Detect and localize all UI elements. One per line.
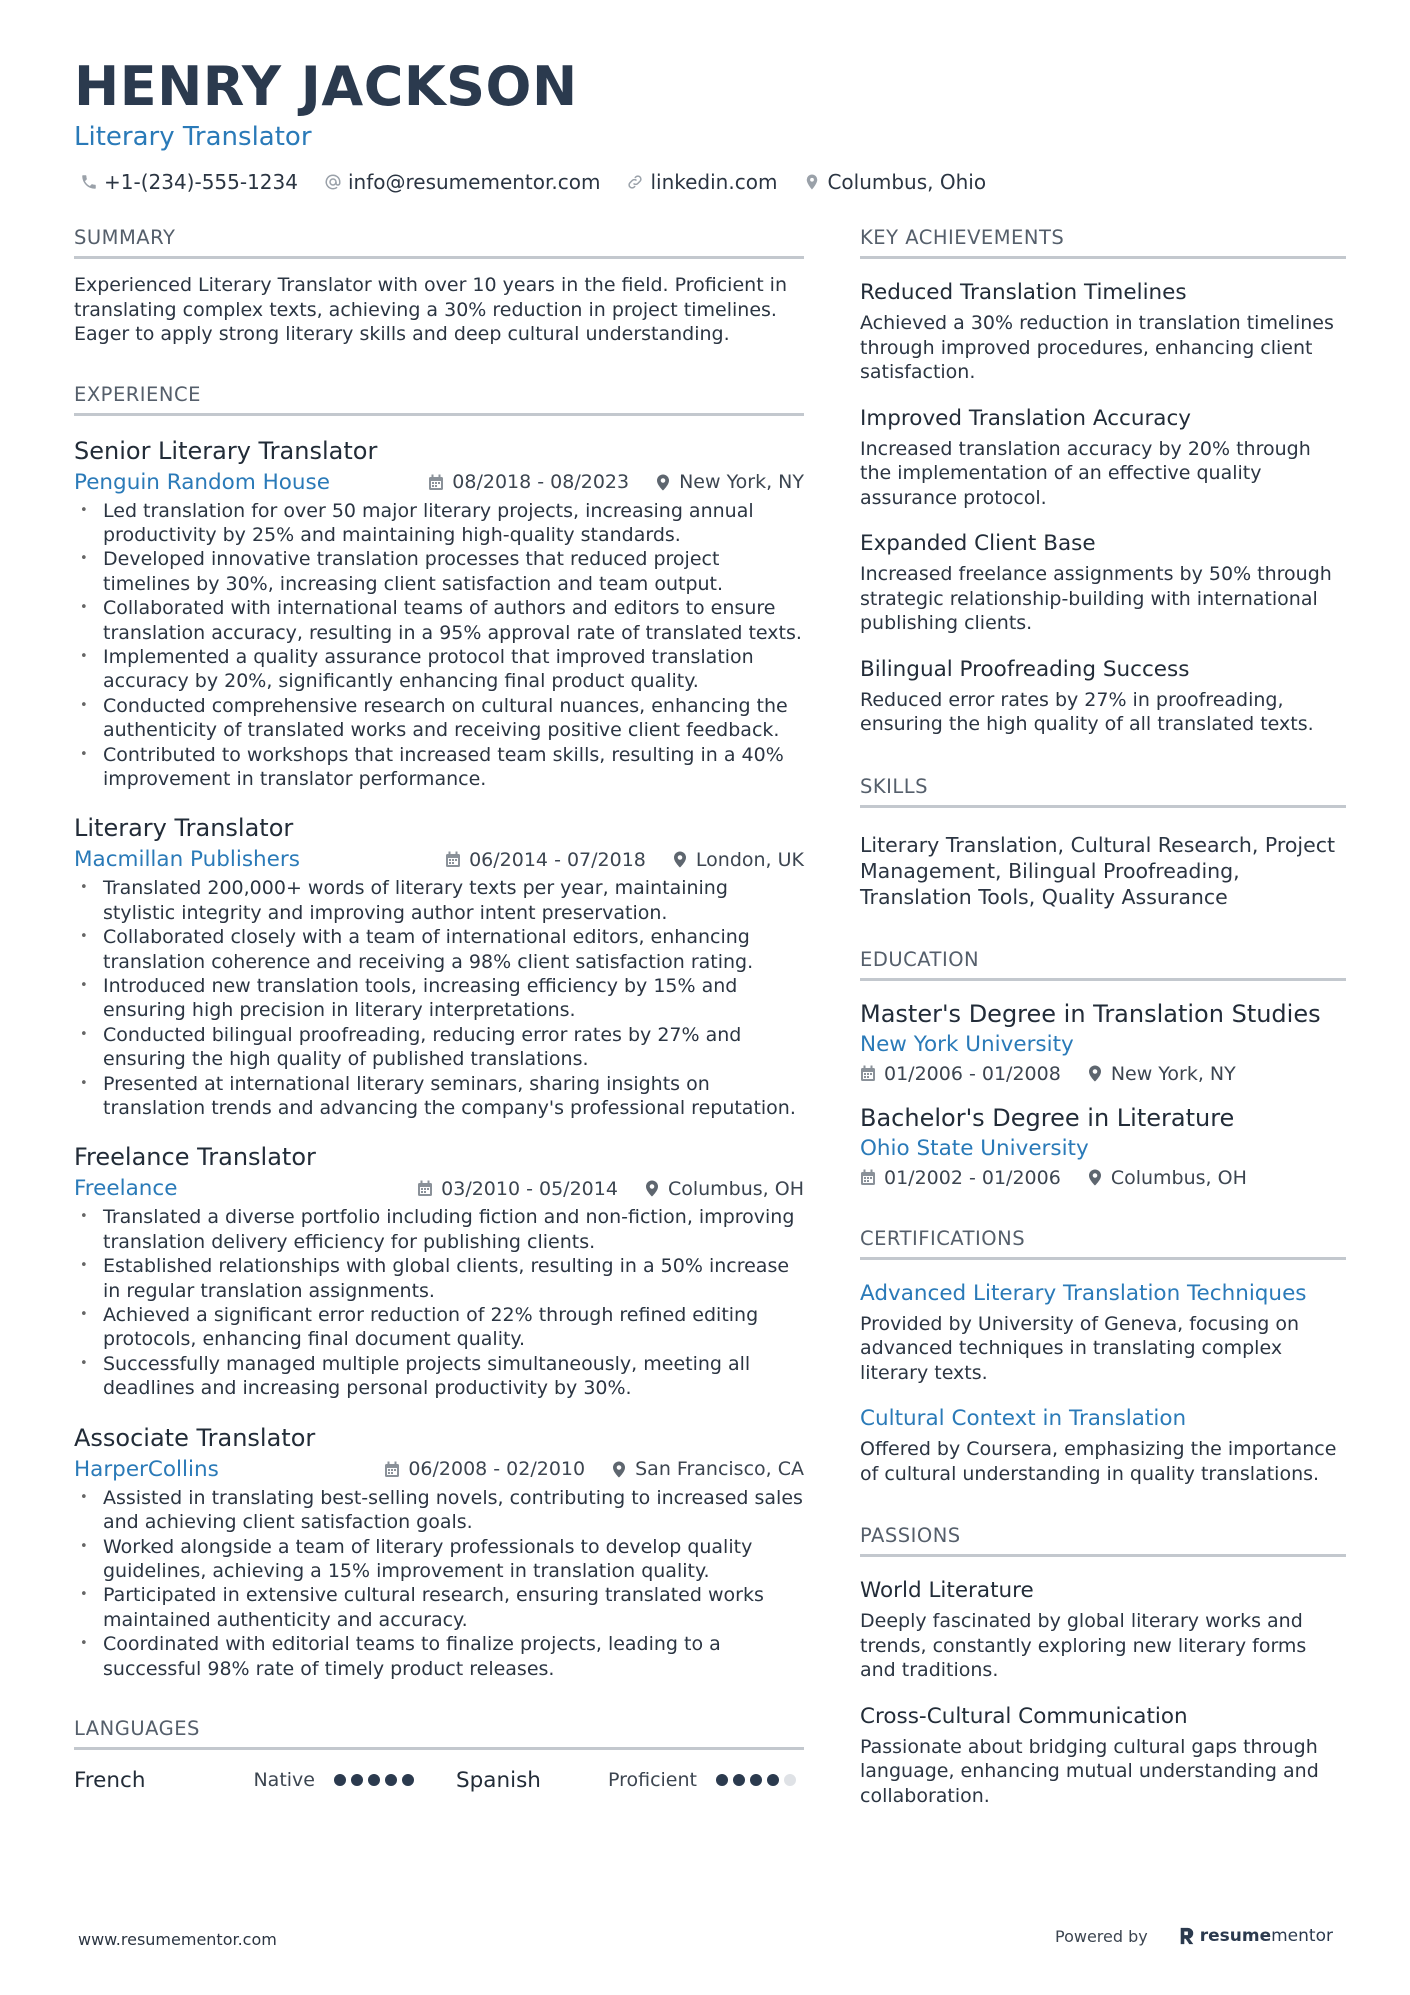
achievement-item	[860, 530, 1346, 636]
job-bullet: • Introduced new translation tools, increasing efficiency by 15% and ensuring high precision in literary interpretations.	[74, 974, 804, 1023]
passion-item	[860, 1703, 1346, 1809]
certification-item	[860, 1280, 1346, 1386]
contact-email[interactable]	[324, 170, 600, 194]
language-name: French	[74, 1767, 146, 1793]
job-bullet: • Contributed to workshops that increased team skills, resulting in a 40% improvement in translator performance.	[74, 743, 804, 792]
company-name: Macmillan Publishers	[74, 847, 300, 873]
job-bullet: • Collaborated with international teams of authors and editors to ensure translation accuracy, resulting in a 95% approval rate of translated texts.	[74, 596, 804, 645]
map-pin-icon	[644, 1180, 660, 1197]
job-location-text: New York, NY	[679, 471, 804, 493]
map-pin-icon	[611, 1461, 627, 1478]
rating-dot	[767, 1774, 779, 1786]
job-location-text: Columbus, OH	[667, 1177, 804, 1200]
job-bullet: • Worked alongside a team of literary professionals to develop quality guidelines, achieving a 15% improvement in translation quality.	[74, 1535, 804, 1584]
passion-desc: Deeply fascinated by global literary works and trends, constantly exploring new literary forms and traditions.	[860, 1610, 1307, 1681]
map-pin-icon	[1087, 1169, 1103, 1186]
job-dates-text: 06/2008 - 02/2010	[408, 1458, 586, 1481]
achievement-title: Expanded Client Base	[860, 531, 1096, 556]
rating-dot	[784, 1774, 796, 1786]
company-name: Freelance	[74, 1176, 178, 1202]
language-item	[456, 1768, 796, 1793]
language-name: Spanish	[456, 1767, 541, 1793]
job-bullet: • Conducted comprehensive research on cultural nuances, enhancing the authenticity of translated works and receiving positive client feedback.	[74, 694, 804, 743]
job-dates-text: 06/2014 - 07/2018	[469, 848, 646, 871]
job-dates	[417, 1178, 618, 1200]
education-degree: Master's Degree in Translation Studies	[860, 999, 1321, 1028]
rating-dot	[402, 1774, 414, 1786]
job-meta-right	[402, 471, 804, 493]
language-level: Native	[253, 1769, 315, 1792]
summary-section	[74, 226, 804, 347]
language-list	[74, 1768, 804, 1793]
certifications-section	[860, 1227, 1346, 1487]
link-icon	[626, 173, 644, 191]
passion-title: Cross-Cultural Communication	[860, 1703, 1188, 1729]
education-dates	[860, 1063, 1061, 1085]
job-meta-right	[391, 1178, 804, 1200]
language-level: Proficient	[607, 1769, 697, 1792]
job-entry	[74, 1423, 804, 1681]
rating-dot	[334, 1774, 346, 1786]
left-column	[74, 226, 804, 1793]
rating-dot	[351, 1774, 363, 1786]
map-pin-icon	[655, 474, 671, 491]
education-meta	[860, 1063, 1346, 1085]
job-meta	[74, 470, 804, 495]
contact-linkedin[interactable]	[626, 170, 777, 194]
calendar-icon	[417, 1180, 433, 1197]
footer-website[interactable]: www.resumementor.com	[78, 1930, 277, 1949]
job-location	[655, 471, 804, 493]
education-list	[860, 999, 1346, 1189]
job-bullets	[74, 876, 804, 1120]
job-location	[644, 1178, 804, 1200]
experience-section	[74, 383, 804, 1681]
right-column	[860, 226, 1346, 1808]
passions-section	[860, 1524, 1346, 1808]
education-meta	[860, 1167, 1346, 1189]
job-dates	[384, 1458, 585, 1480]
certification-item	[860, 1405, 1346, 1486]
rating-dot	[385, 1774, 397, 1786]
job-bullet: • Translated 200,000+ words of literary texts per year, maintaining stylistic integrity and improving author intent preservation.	[74, 876, 804, 925]
passion-item	[860, 1577, 1346, 1683]
candidate-name: HENRY JACKSON	[74, 55, 578, 118]
map-pin-icon	[803, 173, 821, 191]
job-meta	[74, 847, 804, 872]
education-dates-text: 01/2006 - 01/2008	[884, 1062, 1061, 1085]
job-bullets	[74, 1205, 804, 1400]
language-rating	[711, 1774, 796, 1786]
job-dates-text: 03/2010 - 05/2014	[441, 1177, 618, 1200]
certification-title: Advanced Literary Translation Techniques	[860, 1280, 1307, 1306]
job-dates	[428, 471, 629, 493]
rating-dot	[716, 1774, 728, 1786]
contact-phone	[80, 170, 298, 194]
location-text: Columbus, Ohio	[827, 170, 987, 194]
job-bullet: • Established relationships with global clients, resulting in a 50% increase in regular translation assignments.	[74, 1254, 804, 1303]
job-bullet: • Coordinated with editorial teams to finalize projects, leading to a successful 98% rate of timely product releases.	[74, 1632, 804, 1681]
achievement-title: Reduced Translation Timelines	[860, 280, 1187, 305]
job-bullet: • Implemented a quality assurance protocol that improved translation accuracy by 20%, significantly enhancing final product quality.	[74, 645, 804, 694]
achievement-list	[860, 279, 1346, 737]
certification-list	[860, 1280, 1346, 1487]
job-bullet: • Presented at international literary seminars, sharing insights on translation trends and advancing the company's professional reputation.	[74, 1072, 804, 1121]
footer-powered	[1055, 1926, 1333, 1946]
job-bullet: • Collaborated closely with a team of international editors, enhancing translation coherence and receiving a 98% client satisfaction rating.	[74, 925, 804, 974]
job-bullet: • Led translation for over 50 major literary projects, increasing annual productivity by 25% and maintaining high-quality standards.	[74, 499, 804, 548]
passion-list	[860, 1577, 1346, 1808]
job-dates	[445, 849, 646, 871]
job-list	[74, 436, 804, 1681]
calendar-icon	[428, 474, 444, 491]
contact-bar	[80, 170, 1012, 194]
job-entry	[74, 813, 804, 1120]
job-meta-right	[419, 849, 804, 871]
resumementor-logo-icon	[1178, 1926, 1196, 1946]
section-heading: SUMMARY	[74, 226, 804, 259]
education-dates-text: 01/2002 - 01/2006	[884, 1166, 1061, 1189]
rating-dot	[750, 1774, 762, 1786]
job-location-text: London, UK	[695, 848, 804, 871]
language-item	[74, 1768, 414, 1793]
contact-location	[803, 170, 986, 194]
job-title: Senior Literary Translator	[74, 436, 378, 465]
company-name: HarperCollins	[74, 1456, 219, 1482]
section-heading: LANGUAGES	[74, 1717, 804, 1750]
language-rating	[329, 1774, 414, 1786]
job-bullets	[74, 499, 804, 792]
job-title: Associate Translator	[74, 1423, 316, 1452]
company-name: Penguin Random House	[74, 469, 330, 495]
rating-dot	[733, 1774, 745, 1786]
skills-section	[860, 775, 1346, 910]
certification-desc: Offered by Coursera, emphasizing the importance of cultural understanding in quality translations.	[860, 1438, 1337, 1485]
job-bullet: • Conducted bilingual proofreading, reducing error rates by 27% and ensuring the high quality of published translations.	[74, 1023, 804, 1072]
job-meta	[74, 1176, 804, 1201]
job-bullet: • Successfully managed multiple projects simultaneously, meeting all deadlines and increasing personal productivity by 30%.	[74, 1352, 804, 1401]
section-heading: PASSIONS	[860, 1524, 1346, 1557]
education-location	[1087, 1063, 1236, 1085]
job-dates-text: 08/2018 - 08/2023	[452, 471, 630, 493]
job-bullet: • Achieved a significant error reduction of 22% through refined editing protocols, enhancing final document quality.	[74, 1303, 804, 1352]
email-text[interactable]: info@resumementor.com	[347, 170, 601, 194]
education-location	[1087, 1167, 1247, 1189]
calendar-icon	[860, 1169, 876, 1186]
phone-icon	[80, 173, 98, 191]
achievement-desc: Achieved a 30% reduction in translation timelines through improved procedures, enhancing client satisfaction.	[860, 312, 1334, 383]
achievement-item	[860, 405, 1346, 511]
brand-bold: resume	[1199, 1926, 1272, 1946]
education-degree: Bachelor's Degree in Literature	[860, 1103, 1235, 1132]
job-location	[672, 849, 804, 871]
certification-title: Cultural Context in Translation	[860, 1406, 1187, 1431]
job-location-text: San Francisco, CA	[635, 1458, 804, 1481]
achievement-title: Improved Translation Accuracy	[860, 405, 1192, 431]
job-meta	[74, 1457, 804, 1482]
certification-desc: Provided by University of Geneva, focusing on advanced techniques in translating complex literary texts.	[860, 1312, 1299, 1384]
job-entry	[74, 1142, 804, 1400]
job-meta-right	[358, 1458, 804, 1480]
job-bullet: • Developed innovative translation processes that reduced project timelines by 30%, increasing client satisfaction and team output.	[74, 547, 804, 596]
job-location	[611, 1458, 804, 1480]
achievement-item	[860, 279, 1346, 385]
calendar-icon	[384, 1461, 400, 1478]
candidate-title: Literary Translator	[74, 122, 312, 152]
summary-text: Experienced Literary Translator with over 10 years in the field. Proficient in translating complex texts, achieving a 30% reduction in project timelines. Eager to apply strong literary skills and deep cultural understanding.	[74, 274, 788, 345]
education-school: New York University	[860, 1031, 1074, 1057]
education-location-text: Columbus, OH	[1110, 1166, 1247, 1189]
job-bullet: • Assisted in translating best-selling novels, contributing to increased sales and achieving client satisfaction goals.	[74, 1486, 804, 1535]
education-item	[860, 999, 1346, 1085]
achievement-desc: Increased freelance assignments by 50% through strategic relationship-building with international publishing clients.	[860, 563, 1332, 634]
passion-desc: Passionate about bridging cultural gaps through language, enhancing mutual understanding and collaboration.	[860, 1735, 1319, 1807]
brand-logo[interactable]	[1178, 1926, 1333, 1946]
section-heading: CERTIFICATIONS	[860, 1227, 1346, 1260]
education-school: Ohio State University	[860, 1135, 1089, 1161]
languages-section	[74, 1717, 804, 1793]
job-title: Freelance Translator	[74, 1143, 316, 1172]
at-icon	[324, 173, 342, 191]
rating-dot	[368, 1774, 380, 1786]
map-pin-icon	[672, 851, 688, 868]
map-pin-icon	[1087, 1065, 1103, 1082]
section-heading: KEY ACHIEVEMENTS	[860, 226, 1346, 259]
achievement-desc: Increased translation accuracy by 20% through the implementation of an effective quality assurance protocol.	[860, 437, 1311, 509]
achievement-title: Bilingual Proofreading Success	[860, 656, 1190, 682]
skills-text: Literary Translation, Cultural Research, Project Management, Bilingual Proofreading, Translation Tools, Quality Assurance	[860, 832, 1336, 909]
brand-rest: mentor	[1271, 1926, 1333, 1946]
job-bullet: • Participated in extensive cultural research, ensuring translated works maintained authenticity and accuracy.	[74, 1583, 804, 1632]
phone-text: +1-(234)-555-1234	[104, 170, 298, 194]
achievement-item	[860, 656, 1346, 737]
job-bullet: • Translated a diverse portfolio including fiction and non-fiction, improving translation delivery efficiency for publishing clients.	[74, 1205, 804, 1254]
powered-by-text: Powered by	[1055, 1926, 1148, 1946]
job-title: Literary Translator	[74, 814, 294, 843]
section-heading: SKILLS	[860, 775, 1346, 808]
achievement-desc: Reduced error rates by 27% in proofreading, ensuring the high quality of all translated texts.	[860, 688, 1314, 735]
education-location-text: New York, NY	[1110, 1062, 1236, 1085]
job-entry	[74, 436, 804, 792]
section-heading: EDUCATION	[860, 948, 1346, 981]
passion-title: World Literature	[860, 1578, 1034, 1603]
section-heading: EXPERIENCE	[74, 383, 804, 416]
education-dates	[860, 1167, 1061, 1189]
job-bullets	[74, 1486, 804, 1681]
calendar-icon	[860, 1065, 876, 1082]
education-section	[860, 948, 1346, 1189]
achievements-section	[860, 226, 1346, 737]
linkedin-text[interactable]: linkedin.com	[650, 170, 778, 194]
education-item	[860, 1103, 1346, 1189]
calendar-icon	[445, 851, 461, 868]
